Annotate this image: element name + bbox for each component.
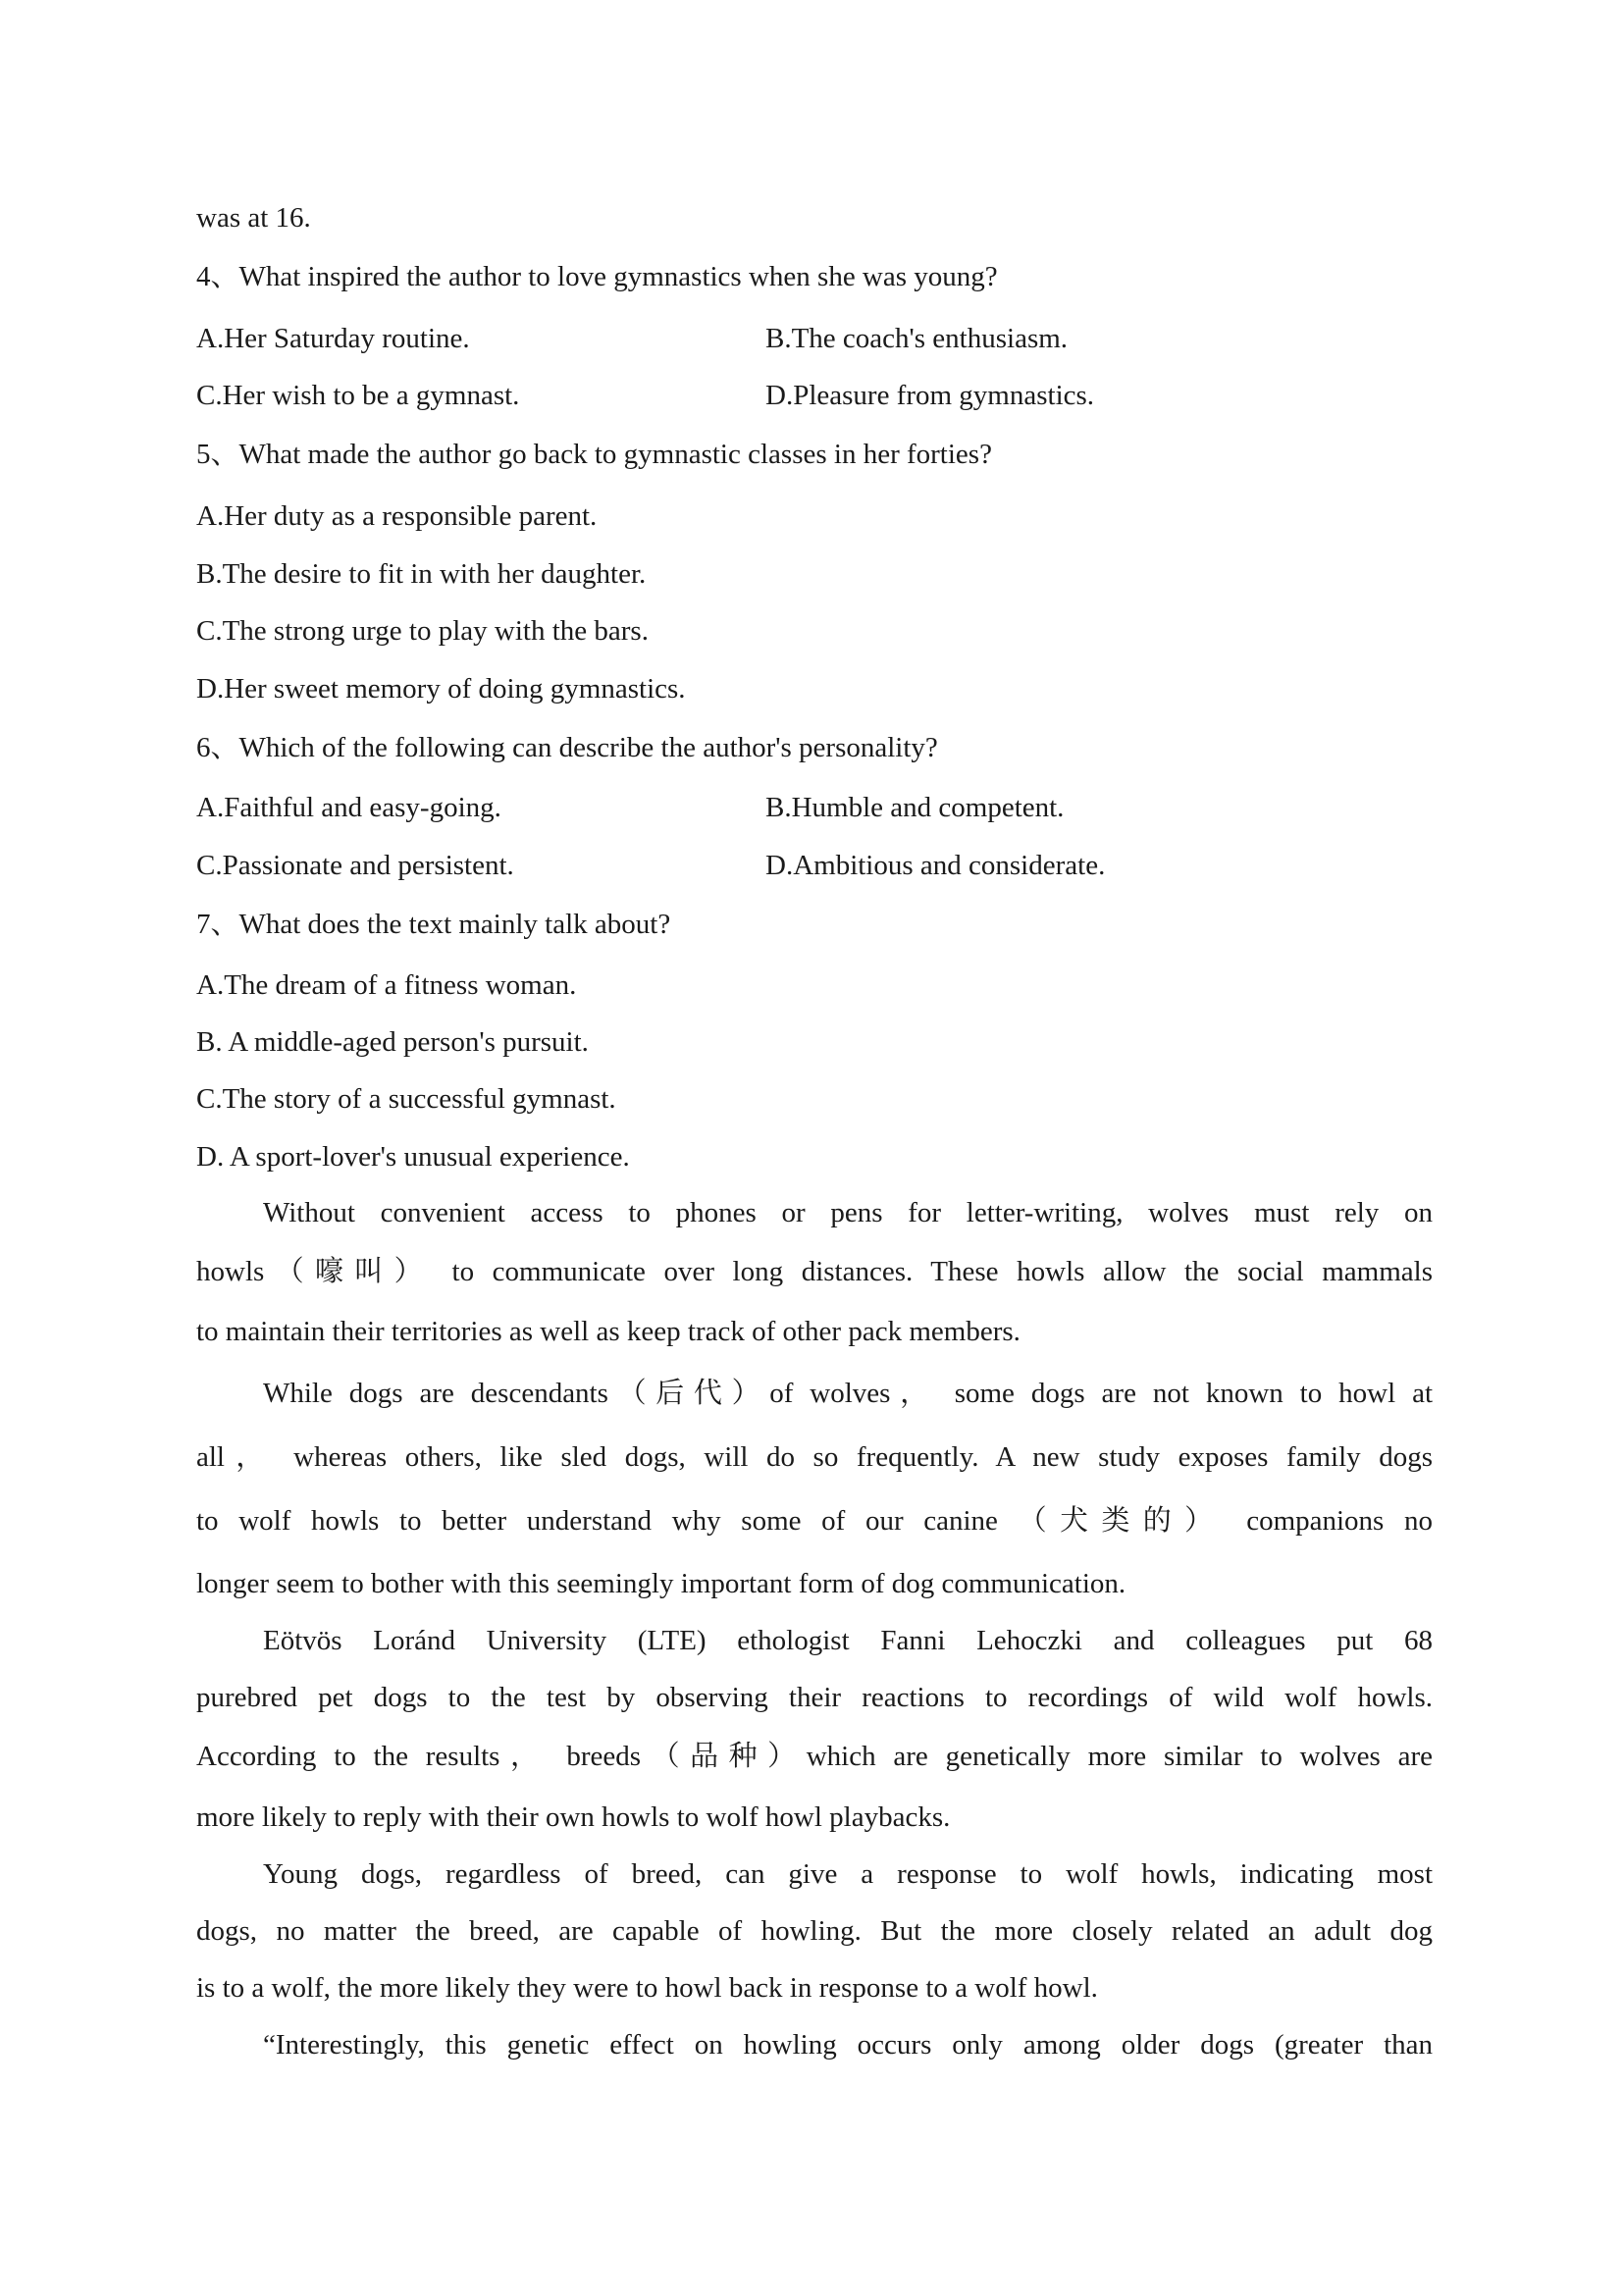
- passage-line: to maintain their territories as well as keep track of other pack members.: [196, 1316, 1021, 1347]
- passage-line: Without convenient access to phones or pens for letter-writing, wolves must rely on: [263, 1197, 1433, 1228]
- passage-line: “Interestingly, this genetic effect on howling occurs only among older dogs (greater than: [263, 2029, 1433, 2061]
- option-5a: A.Her duty as a responsible parent.: [196, 500, 598, 532]
- passage-line: longer seem to bother with this seemingly important form of dog communication.: [196, 1568, 1126, 1599]
- option-6b: B.Humble and competent.: [765, 792, 1065, 823]
- passage-line: dogs, no matter the breed, are capable of howling. But the more closely related an adult dog: [196, 1915, 1433, 1947]
- option-4a: A.Her Saturday routine.: [196, 323, 470, 354]
- option-7a: A.The dream of a fitness woman.: [196, 969, 577, 1001]
- option-5c: C.The strong urge to play with the bars.: [196, 615, 649, 647]
- passage-line: Eötvös Loránd University (LTE) ethologist Fanni Lehoczki and colleagues put 68: [263, 1625, 1433, 1656]
- passage-line: Young dogs, regardless of breed, can give a response to wolf howls, indicating most: [263, 1858, 1433, 1890]
- question-7: 7、What does the text mainly talk about?: [196, 909, 671, 940]
- text-line: was at 16.: [196, 202, 311, 234]
- passage-line: is to a wolf, the more likely they were to howl back in response to a wolf howl.: [196, 1972, 1098, 2004]
- option-4b: B.The coach's enthusiasm.: [765, 323, 1069, 354]
- option-7c: C.The story of a successful gymnast.: [196, 1083, 616, 1115]
- passage-line: According to the results， breeds（品种）which are genetically more similar to wolves are: [196, 1741, 1433, 1772]
- passage-line: purebred pet dogs to the test by observing their reactions to recordings of wild wolf howls.: [196, 1682, 1433, 1713]
- option-5b: B.The desire to fit in with her daughter.: [196, 558, 647, 590]
- option-6d: D.Ambitious and considerate.: [765, 850, 1106, 881]
- option-7b: B. A middle-aged person's pursuit.: [196, 1026, 589, 1058]
- passage-line: While dogs are descendants（后代）of wolves， some dogs are not known to howl at: [263, 1378, 1433, 1409]
- option-5d: D.Her sweet memory of doing gymnastics.: [196, 673, 686, 704]
- option-7d: D. A sport-lover's unusual experience.: [196, 1141, 630, 1173]
- option-4c: C.Her wish to be a gymnast.: [196, 380, 520, 411]
- question-4: 4、What inspired the author to love gymnastics when she was young?: [196, 261, 998, 292]
- question-5: 5、What made the author go back to gymnastic classes in her forties?: [196, 439, 992, 470]
- passage-line: howls（嚎叫） to communicate over long distances. These howls allow the social mammals: [196, 1256, 1433, 1287]
- passage-line: more likely to reply with their own howls to wolf howl playbacks.: [196, 1801, 951, 1833]
- option-4d: D.Pleasure from gymnastics.: [765, 380, 1095, 411]
- passage-line: to wolf howls to better understand why some of our canine （犬类的） companions no: [196, 1505, 1433, 1537]
- passage-line: all， whereas others, like sled dogs, will do so frequently. A new study exposes family dogs: [196, 1441, 1433, 1473]
- option-6a: A.Faithful and easy-going.: [196, 792, 501, 823]
- option-6c: C.Passionate and persistent.: [196, 850, 514, 881]
- question-6: 6、Which of the following can describe the author's personality?: [196, 732, 938, 763]
